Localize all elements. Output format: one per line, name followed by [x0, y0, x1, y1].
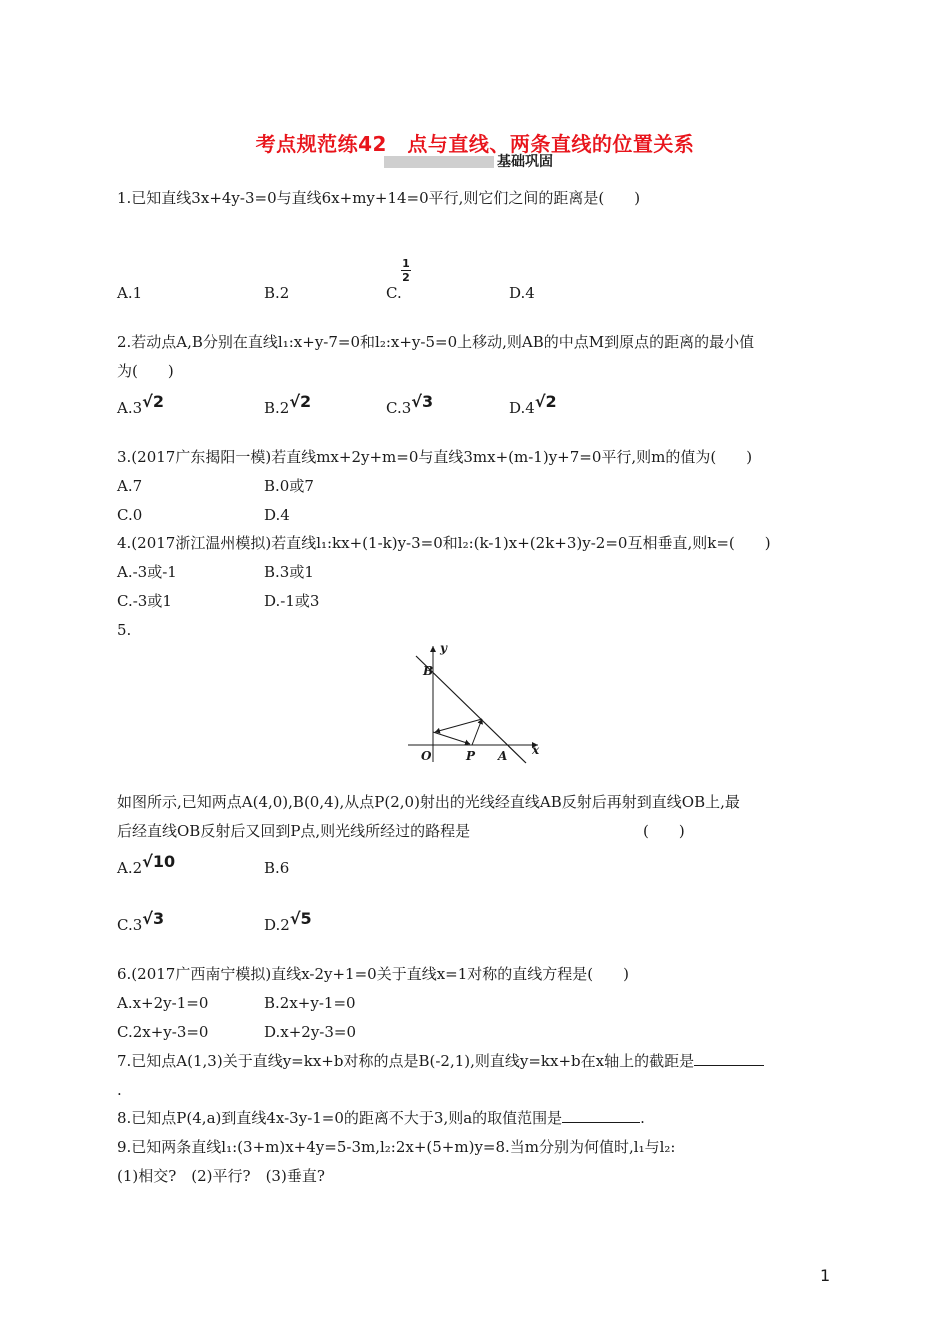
q5-option-d [264, 909, 312, 935]
q2-option-c [386, 392, 434, 418]
q6-option-d: D.x+2y-3=0 [264, 1023, 357, 1041]
radical: √10 [142, 852, 176, 871]
ray-ab-to-ob [435, 719, 482, 732]
fraction-denominator: 2 [402, 271, 410, 284]
q1-option-c: C. [386, 284, 402, 302]
q5-figure [400, 638, 550, 768]
question-7-stem [117, 1051, 764, 1071]
option-prefix: D.4 [509, 399, 535, 417]
question-8-text: 8.已知点P(4,a)到直线4x-3y-1=0的距离不大于3,则a的取值范围是 [117, 1109, 563, 1127]
radical: √5 [289, 909, 312, 928]
q3-option-d: D.4 [264, 506, 290, 524]
question-8-tail: . [640, 1109, 645, 1127]
question-7-tail: . [117, 1081, 122, 1099]
q1-option-a: A.1 [117, 284, 143, 302]
q4-option-b: B.3或1 [264, 563, 314, 581]
question-5-stem-line1: 如图所示,已知两点A(4,0),B(0,4),从点P(2,0)射出的光线经直线AB反射后再射到直线OB上,最 [117, 793, 740, 811]
q2-option-b [264, 392, 312, 418]
q4-option-d: D.-1或3 [264, 592, 320, 610]
q5-option-c [117, 909, 165, 935]
q2-option-a [117, 392, 164, 418]
point-p-label: P [466, 749, 476, 763]
question-5-stem-line2: 后经直线OB反射后又回到P点,则光线所经过的路程是 [117, 822, 471, 840]
question-2-stem-line2: 为( ) [117, 362, 174, 380]
section-divider [384, 156, 494, 168]
question-1-stem: 1.已知直线3x+4y-3=0与直线6x+my+14=0平行,则它们之间的距离是( ) [117, 189, 641, 207]
answer-blank[interactable] [562, 1108, 640, 1123]
ray-ob-to-p [433, 732, 470, 744]
option-prefix: A.2 [117, 859, 143, 877]
option-prefix: D.2 [264, 916, 290, 934]
ray-p-to-ab [472, 719, 482, 745]
radical: √2 [289, 392, 312, 411]
radical: √3 [411, 392, 434, 411]
q6-option-a: A.x+2y-1=0 [117, 994, 209, 1012]
question-8-stem [117, 1108, 645, 1128]
option-prefix: B.2 [264, 399, 290, 417]
q3-option-a: A.7 [117, 477, 143, 495]
q3-option-c: C.0 [117, 506, 143, 524]
question-6-stem: 6.(2017广西南宁模拟)直线x-2y+1=0关于直线x=1对称的直线方程是( ) [117, 965, 629, 983]
question-9-stem: 9.已知两条直线l₁:(3+m)x+4y=5-3m,l₂:2x+(5+m)y=8.当m分别为何值时,l₁与l₂: [117, 1138, 676, 1156]
origin-label: O [421, 749, 432, 763]
option-prefix: C.3 [386, 399, 412, 417]
radical: √2 [142, 392, 164, 411]
q4-option-a: A.-3或-1 [117, 563, 177, 581]
q5-option-b: B.6 [264, 859, 290, 877]
section-label: 基础巩固 [497, 154, 553, 170]
q1-option-b: B.2 [264, 284, 290, 302]
page-number: 1 [820, 1266, 831, 1285]
question-7-text: 7.已知点A(1,3)关于直线y=kx+b对称的点是B(-2,1),则直线y=kx+b在x轴上的截距是 [117, 1052, 695, 1070]
q4-option-c: C.-3或1 [117, 592, 172, 610]
x-axis-label: x [532, 743, 540, 757]
radical: √3 [142, 909, 165, 928]
question-2-stem-line1: 2.若动点A,B分别在直线l₁:x+y-7=0和l₂:x+y-5=0上移动,则AB的中点M到原点的距离的最小值 [117, 333, 755, 351]
page-title: 考点规范练42 点与直线、两条直线的位置关系 [255, 132, 695, 156]
option-prefix: C.3 [117, 916, 143, 934]
question-5-answer-paren: ( ) [643, 822, 685, 840]
question-3-stem: 3.(2017广东揭阳一模)若直线mx+2y+m=0与直线3mx+(m-1)y+7=0平行,则m的值为( ) [117, 448, 753, 466]
q6-option-b: B.2x+y-1=0 [264, 994, 356, 1012]
question-5-number: 5. [117, 621, 132, 639]
q1-option-d: D.4 [509, 284, 535, 302]
radical: √2 [534, 392, 557, 411]
question-4-stem: 4.(2017浙江温州模拟)若直线l₁:kx+(1-k)y-3=0和l₂:(k-1)x+(2k+3)y-2=0互相垂直,则k=( ) [117, 534, 771, 552]
fraction-numerator: 1 [402, 257, 410, 270]
option-prefix: A.3 [117, 399, 143, 417]
q5-option-a [117, 852, 176, 878]
q3-option-b: B.0或7 [264, 477, 314, 495]
q1-option-c-fraction [401, 258, 411, 283]
answer-blank[interactable] [694, 1051, 764, 1066]
y-axis-label: y [440, 641, 447, 655]
point-b-label: B [423, 664, 434, 678]
point-a-label: A [498, 749, 508, 763]
q6-option-c: C.2x+y-3=0 [117, 1023, 209, 1041]
q2-option-d [509, 392, 557, 418]
question-9-parts: (1)相交? (2)平行? (3)垂直? [117, 1167, 325, 1185]
